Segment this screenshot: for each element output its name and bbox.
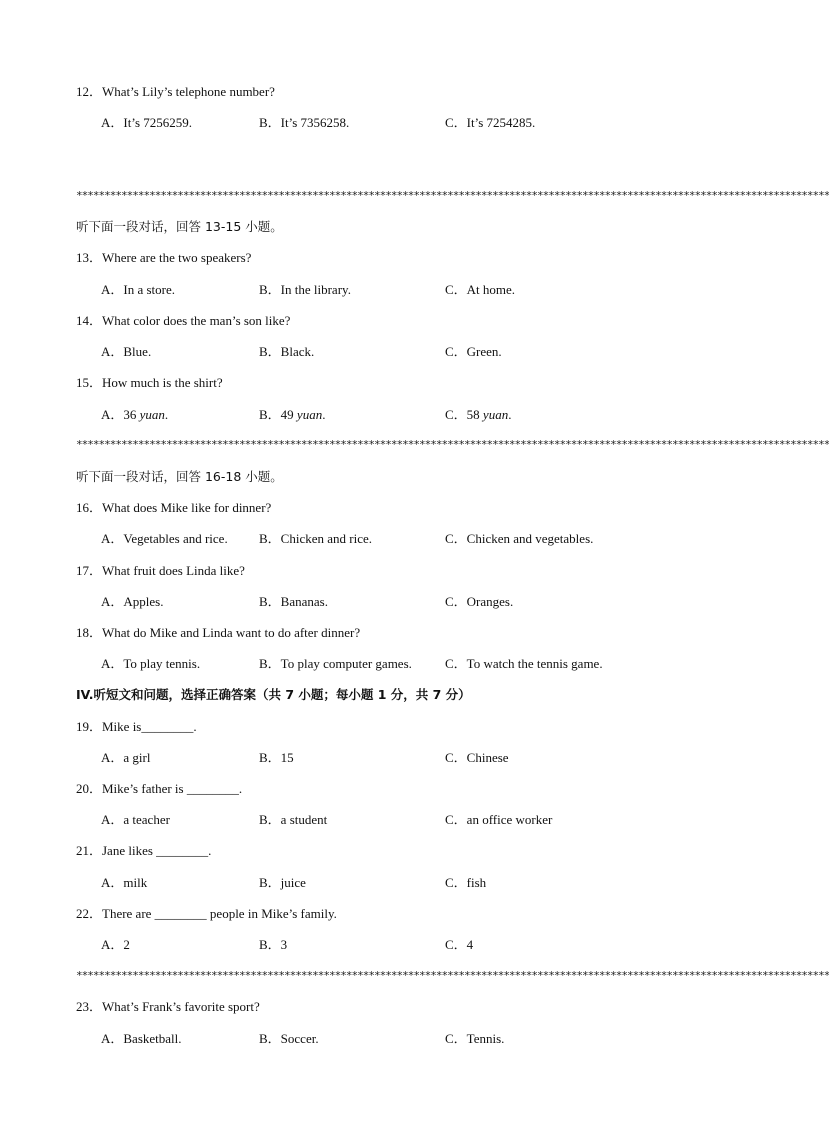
separator-line: ************************************************************************************************************************************** [76,438,829,451]
q15-option-c: C．58 yuan. [445,407,512,422]
q17-option-a: A．Apples. [101,594,164,609]
instruction-16-18: 听下面一段对话，回答 16-18 小题。 [76,469,283,484]
q19-option-a: A．a girl [101,750,151,765]
q15-option-b-amount: B．49 [259,407,294,422]
q22-option-a: A．2 [101,937,130,952]
q21-option-a: A．milk [101,875,148,890]
q18-option-c: C．To watch the tennis game. [445,656,603,671]
question-15-stem: 15．How much is the shirt? [76,375,223,390]
q16-option-a: A．Vegetables and rice. [101,531,228,546]
q12-option-c: C．It’s 7254285. [445,115,536,130]
question-18-stem: 18．What do Mike and Linda want to do after dinner? [76,625,361,640]
q19-option-b: B．15 [259,750,294,765]
q18-option-a: A．To play tennis. [101,656,201,671]
question-19-stem: 19．Mike is________. [76,719,197,734]
question-23-stem: 23．What’s Frank’s favorite sport? [76,999,260,1014]
q23-option-c: C．Tennis. [445,1031,505,1046]
q14-option-b: B．Black. [259,344,315,359]
q15-option-a: A．36 yuan. [101,407,169,422]
q23-option-b: B．Soccer. [259,1031,319,1046]
q21-option-c: C．fish [445,875,487,890]
question-21-stem: 21．Jane likes ________. [76,843,212,858]
currency-unit: yuan [482,407,509,422]
separator-line: ************************************************************************************************************************************** [76,969,829,982]
question-20-stem: 20．Mike’s father is ________. [76,781,243,796]
q13-option-b: B．In the library. [259,282,351,297]
question-22-stem: 22．There are ________ people in Mike’s family. [76,906,337,921]
q20-option-b: B．a student [259,812,328,827]
q19-option-c: C．Chinese [445,750,509,765]
q20-option-a: A．a teacher [101,812,170,827]
q15-option-c-amount: C．58 [445,407,480,422]
question-17-stem: 17．What fruit does Linda like? [76,563,245,578]
q15-option-a-amount: A．36 [101,407,137,422]
question-14-stem: 14．What color does the man’s son like? [76,313,291,328]
q13-option-a: A．In a store. [101,282,176,297]
q14-option-c: C．Green. [445,344,502,359]
question-13-stem: 13．Where are the two speakers? [76,250,252,265]
q17-option-b: B．Bananas. [259,594,328,609]
q22-option-b: B．3 [259,937,288,952]
q12-option-a: A．It’s 7256259. [101,115,193,130]
separator-line: ************************************************************************************************************************************** [76,189,829,202]
question-16-stem: 16．What does Mike like for dinner? [76,500,272,515]
currency-unit: yuan [296,407,323,422]
q12-option-b: B．It’s 7356258. [259,115,350,130]
q16-option-b: B．Chicken and rice. [259,531,372,546]
q20-option-c: C．an office worker [445,812,553,827]
question-12-stem: 12．What’s Lily’s telephone number? [76,84,275,99]
q13-option-c: C．At home. [445,282,516,297]
q14-option-a: A．Blue. [101,344,152,359]
q15-option-b: B．49 yuan. [259,407,326,422]
q17-option-c: C．Oranges. [445,594,514,609]
q22-option-c: C．4 [445,937,474,952]
q16-option-c: C．Chicken and vegetables. [445,531,594,546]
currency-unit: yuan [139,407,165,422]
q23-option-a: A．Basketball. [101,1031,182,1046]
q21-option-b: B．juice [259,875,306,890]
q18-option-b: B．To play computer games. [259,656,412,671]
section-4-heading: IV.听短文和问题，选择正确答案（共 7 小题；每小题 1 分，共 7 分） [76,687,471,702]
instruction-13-15: 听下面一段对话，回答 13-15 小题。 [76,219,283,234]
